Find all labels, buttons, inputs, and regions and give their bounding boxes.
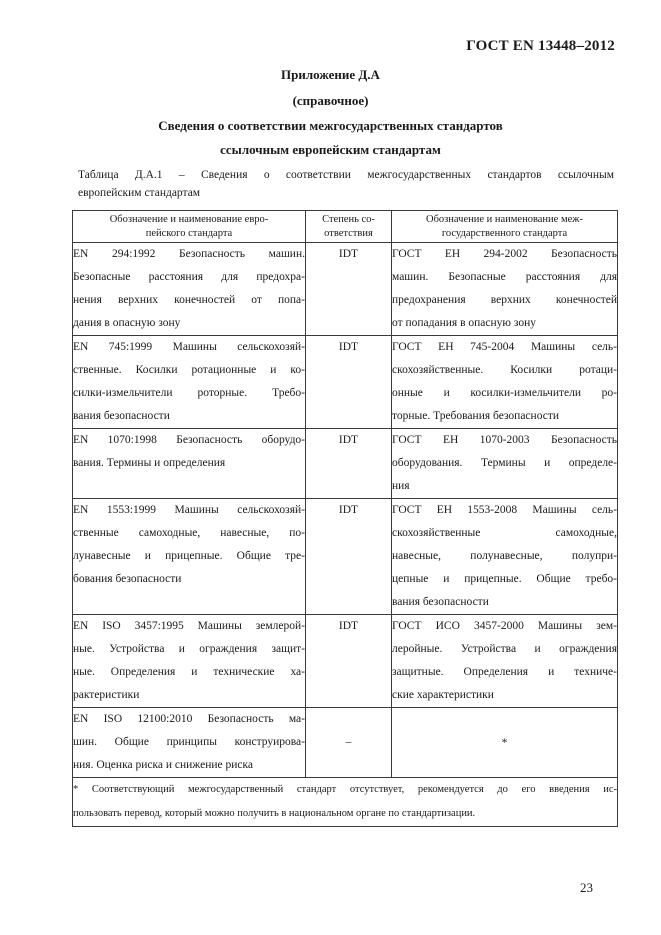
- cell-line: EN 294:1992 Безопасность машин.: [73, 248, 305, 260]
- cell-line: леройные. Устройства и ограждения: [392, 643, 617, 655]
- caption-line1: Таблица Д.А.1 – Сведения о соответствии межгосударственных стандартов ссылочным: [78, 169, 614, 181]
- header-european-standard: [73, 211, 306, 243]
- table-row: [73, 499, 618, 615]
- correspondence-table: [72, 210, 618, 827]
- cell-line: EN ISO 3457:1995 Машины землерой-: [73, 620, 305, 632]
- degree-cell: IDT: [306, 499, 392, 615]
- degree-cell: IDT: [306, 336, 392, 429]
- caption-line2: европейским стандартам: [78, 187, 201, 199]
- header-interstate-standard: [392, 211, 618, 243]
- interstate-standard-cell: [392, 429, 618, 499]
- cell-line: ГОСТ ЕН 745-2004 Машины сель-: [392, 341, 617, 353]
- table-header-row: [73, 211, 618, 243]
- cell-line: ГОСТ ИСО 3457-2000 Машины зем-: [392, 620, 617, 632]
- european-standard-cell: [73, 243, 306, 336]
- footnote-line: пользовать перевод, который можно получить в национальном органе по стандартизации.: [73, 808, 476, 819]
- appendix-heading-line2: ссылочным европейским стандартам: [220, 142, 441, 157]
- page-number: 23: [580, 880, 593, 895]
- cell-line: рактеристики: [73, 689, 140, 701]
- cell-line: ные. Определения и технические ха-: [73, 666, 305, 678]
- appendix-heading-line1: Сведения о соответствии межгосударственных стандартов: [158, 118, 503, 133]
- cell-line: оборудования. Термины и определе-: [392, 457, 617, 469]
- cell-line: ГОСТ ЕН 1553-2008 Машины сель-: [392, 504, 617, 516]
- table-footnote: [73, 778, 618, 827]
- cell-line: предохранения верхних конечностей: [392, 294, 617, 306]
- appendix-subtitle: (справочное): [292, 93, 369, 108]
- cell-line: торные. Требования безопасности: [392, 410, 560, 422]
- table-row: [73, 615, 618, 708]
- cell-line: EN 745:1999 Машины сельскохозяй-: [73, 341, 305, 353]
- header-line: Обозначение и наименование евро-: [109, 214, 269, 225]
- cell-line: ные. Устройства и ограждения защит-: [73, 643, 305, 655]
- cell-line: ния. Оценка риска и снижение риска: [73, 759, 254, 771]
- appendix-title: Приложение Д.А: [281, 67, 380, 82]
- degree-cell: IDT: [306, 429, 392, 499]
- table-row: [73, 429, 618, 499]
- cell-line: ские характеристики: [392, 689, 494, 701]
- interstate-standard-cell: [392, 499, 618, 615]
- cell-line: ственные самоходные, навесные, по-: [73, 527, 305, 539]
- cell-line: ственные. Косилки ротационные и ко-: [73, 364, 305, 376]
- degree-cell: IDT: [306, 243, 392, 336]
- cell-line: Безопасные расстояния для предохра-: [73, 271, 305, 283]
- cell-line: навесные, полунавесные, полупри-: [392, 550, 617, 562]
- cell-line: вания. Термины и определения: [73, 457, 226, 469]
- european-standard-cell: [73, 336, 306, 429]
- table-caption: [78, 164, 614, 202]
- cell-line: от попадания в опасную зону: [392, 317, 537, 329]
- table-row: [73, 708, 618, 778]
- header-line: ответствия: [324, 228, 373, 239]
- cell-line: шин. Общие принципы конструирова-: [73, 736, 305, 748]
- cell-line: скохозяйственные. Косилки ротаци-: [392, 364, 617, 376]
- cell-line: вания безопасности: [392, 596, 489, 608]
- cell-line: лунавесные и прицепные. Общие тре-: [73, 550, 305, 562]
- header-degree: [306, 211, 392, 243]
- footnote-row: [73, 778, 618, 827]
- cell-line: ГОСТ ЕН 1070-2003 Безопасность: [392, 434, 617, 446]
- cell-line: силки-измельчители роторные. Требо-: [73, 387, 305, 399]
- header-line: Степень со-: [322, 214, 375, 225]
- cell-line: дания в опасную зону: [73, 317, 181, 329]
- european-standard-cell: [73, 499, 306, 615]
- header-line: пейского стандарта: [145, 228, 233, 239]
- cell-line: цепные и прицепные. Общие требо-: [392, 573, 617, 585]
- cell-line: машин. Безопасные расстояния для: [392, 271, 617, 283]
- interstate-standard-cell: [392, 336, 618, 429]
- european-standard-cell: [73, 615, 306, 708]
- cell-line: EN ISO 12100:2010 Безопасность ма-: [73, 713, 305, 725]
- header-line: государственного стандарта: [441, 228, 568, 239]
- footnote-line: * Соответствующий межгосударственный стандарт отсутствует, рекомендуется до его введения ис-: [73, 784, 617, 795]
- interstate-standard-cell: *: [392, 708, 618, 778]
- interstate-standard-cell: [392, 615, 618, 708]
- cell-line: ГОСТ ЕН 294-2002 Безопасность: [392, 248, 617, 260]
- document-code: ГОСТ EN 13448–2012: [466, 38, 615, 54]
- cell-line: скохозяйственные самоходные,: [392, 527, 617, 539]
- degree-cell: IDT: [306, 615, 392, 708]
- table-row: [73, 336, 618, 429]
- header-line: Обозначение и наименование меж-: [425, 214, 584, 225]
- interstate-standard-cell: [392, 243, 618, 336]
- cell-line: ния: [392, 480, 410, 492]
- cell-line: EN 1070:1998 Безопасность оборудо-: [73, 434, 305, 446]
- cell-line: EN 1553:1999 Машины сельскохозяй-: [73, 504, 305, 516]
- cell-line: бования безопасности: [73, 573, 182, 585]
- european-standard-cell: [73, 708, 306, 778]
- cell-line: вания безопасности: [73, 410, 170, 422]
- table-row: [73, 243, 618, 336]
- degree-cell: –: [306, 708, 392, 778]
- cell-line: нения верхних конечностей от попа-: [73, 294, 305, 306]
- cell-line: онные и косилки-измельчители ро-: [392, 387, 617, 399]
- cell-line: защитные. Определения и техниче-: [392, 666, 617, 678]
- european-standard-cell: [73, 429, 306, 499]
